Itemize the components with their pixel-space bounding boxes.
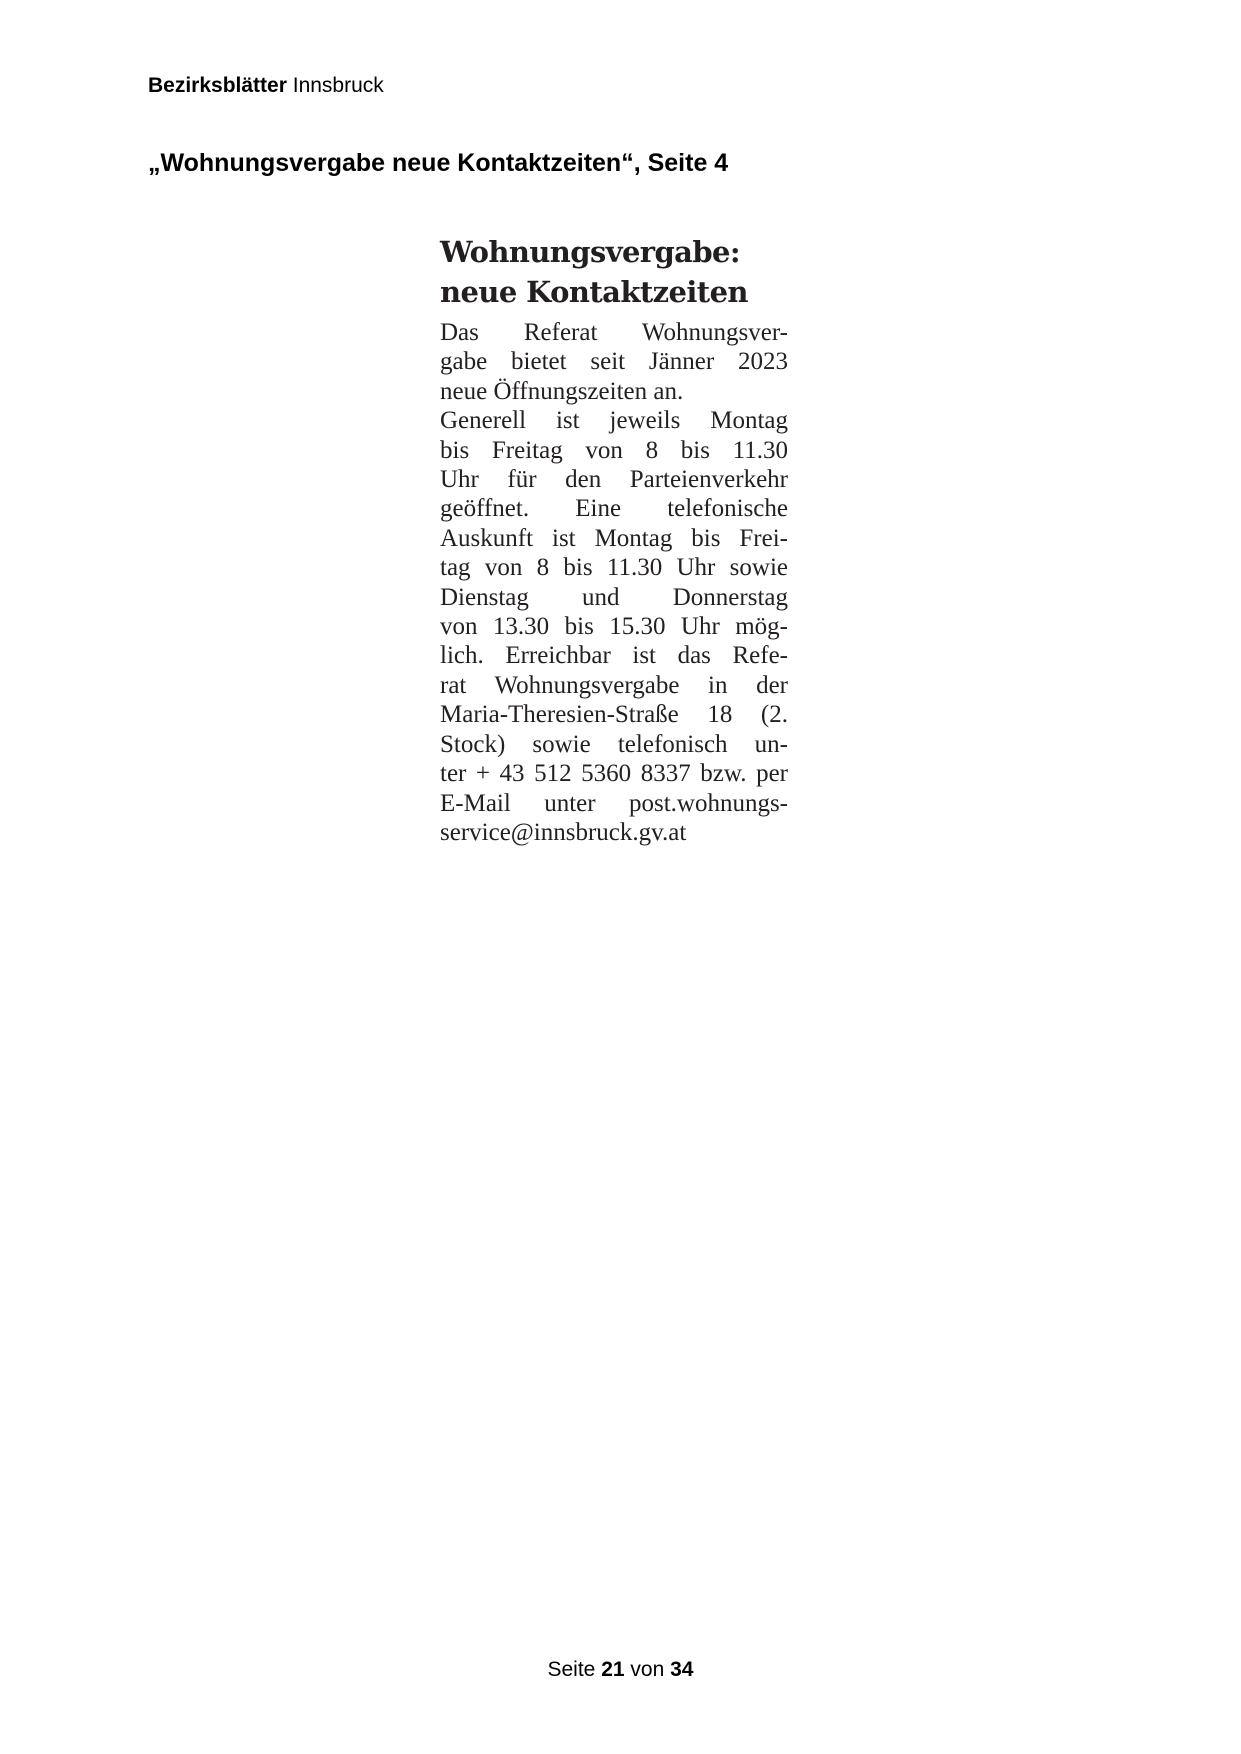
body-line: lich. Erreichbar ist das Refe- bbox=[440, 642, 788, 670]
body-line: Uhr für den Parteienverkehr bbox=[440, 466, 788, 494]
body-line: rat Wohnungsvergabe in der bbox=[440, 671, 788, 699]
body-line: Stock) sowie telefonisch un- bbox=[440, 730, 788, 758]
article-body bbox=[440, 318, 788, 847]
body-line: E-Mail unter post.wohnungs- bbox=[440, 789, 788, 817]
body-line: Auskunft ist Montag bis Frei- bbox=[440, 524, 788, 552]
headline-line: Wohnungsvergabe: bbox=[440, 235, 740, 269]
article-reference: „Wohnungsvergabe neue Kontaktzeiten“, Seite 4 bbox=[148, 149, 729, 177]
page-word: Seite bbox=[547, 1658, 596, 1681]
of-word: von bbox=[630, 1658, 665, 1681]
body-line: Dienstag und Donnerstag bbox=[440, 583, 788, 611]
newspaper-clipping bbox=[440, 232, 788, 847]
body-line: Das Referat Wohnungsver- bbox=[440, 319, 788, 346]
body-line: bis Freitag von 8 bis 11.30 bbox=[440, 436, 788, 464]
body-line: geöffnet. Eine telefonische bbox=[440, 495, 788, 523]
body-line: Generell ist jeweils Montag bbox=[440, 407, 788, 435]
body-line: von 13.30 bis 15.30 Uhr mög- bbox=[440, 613, 788, 641]
body-line: service@innsbruck.gv.at bbox=[440, 818, 687, 846]
publication-name: Bezirksblätter bbox=[148, 74, 287, 97]
body-line: gabe bietet seit Jänner 2023 bbox=[440, 348, 788, 376]
total-pages: 34 bbox=[670, 1658, 694, 1681]
body-line: ter + 43 512 5360 8337 bzw. per bbox=[440, 760, 788, 788]
body-line: neue Öffnungszeiten an. bbox=[440, 377, 684, 405]
body-line: Maria-Theresien-Straße 18 (2. bbox=[440, 701, 788, 729]
current-page: 21 bbox=[601, 1658, 625, 1681]
body-line: tag von 8 bis 11.30 Uhr sowie bbox=[440, 554, 788, 582]
article-headline bbox=[440, 232, 788, 312]
page-number bbox=[0, 1657, 1241, 1683]
publication-line bbox=[148, 73, 384, 99]
headline-line: neue Kontaktzeiten bbox=[440, 275, 748, 309]
publication-location: Innsbruck bbox=[292, 74, 384, 97]
